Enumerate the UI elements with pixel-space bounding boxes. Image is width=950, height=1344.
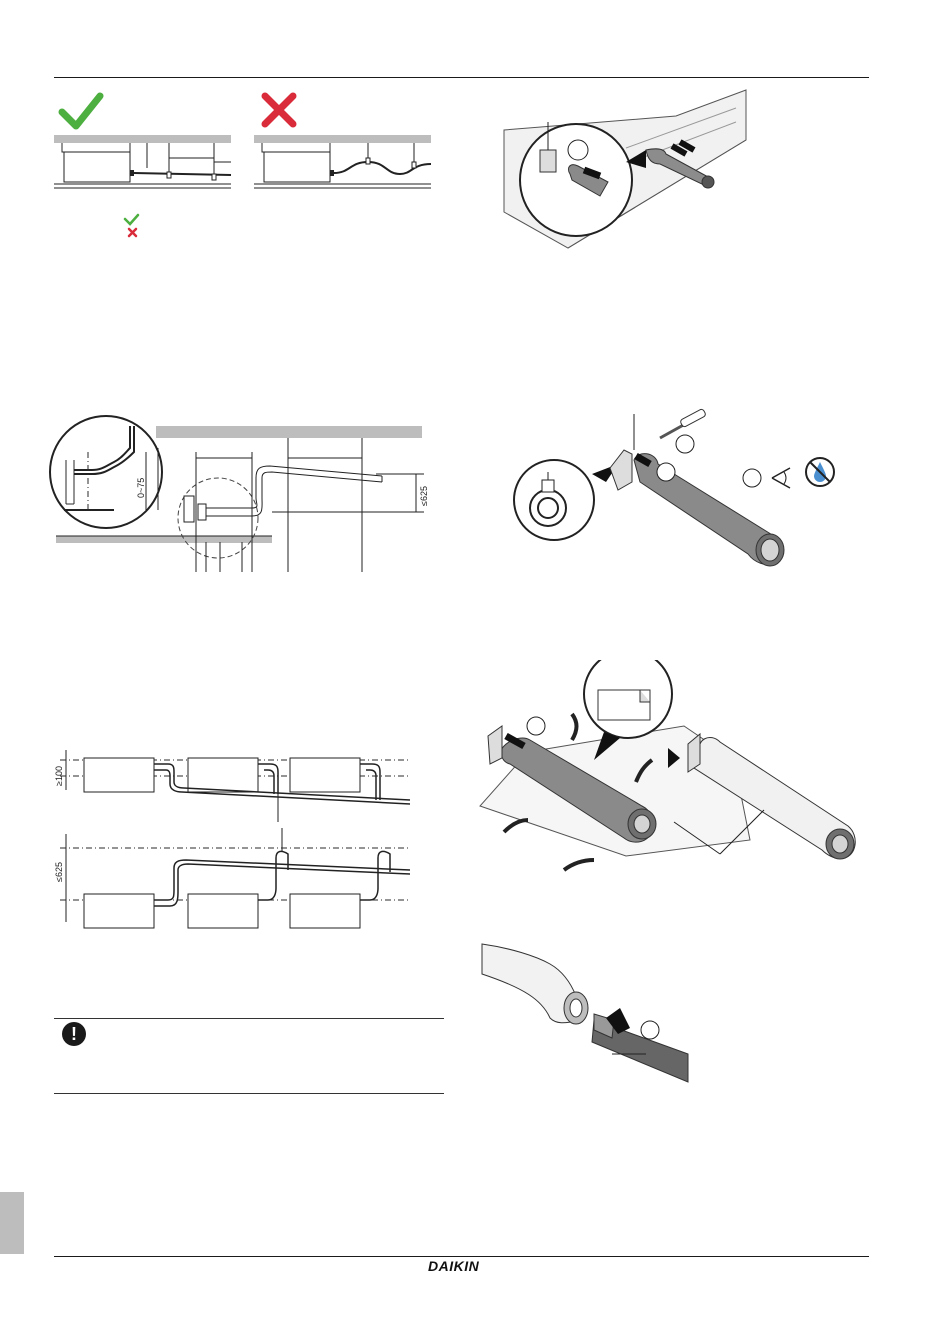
- height-label: 0~75: [136, 477, 146, 498]
- max-height-label: ≤625: [419, 486, 429, 506]
- drain-slope-diagram: [46, 412, 432, 572]
- exclamation-icon: !: [62, 1022, 86, 1046]
- brand-logo: DAIKIN: [428, 1258, 480, 1274]
- multi-unit-drain-diagram: [50, 742, 420, 932]
- eye-icon: [772, 468, 790, 488]
- correct-installation: [54, 135, 231, 188]
- insulation-wrap-figure: [474, 660, 894, 880]
- notice-top-rule: [54, 1018, 444, 1019]
- no-water-icon: [806, 458, 834, 486]
- thumb-tab: [0, 1192, 24, 1254]
- cross-icon: [265, 96, 293, 124]
- pipe-suspension-figure: [50, 88, 435, 248]
- clamp-tightening-figure: [508, 408, 838, 573]
- footer-rule: [54, 1256, 869, 1257]
- legend-cross-icon: [129, 229, 136, 236]
- min-height-label: ≥100: [54, 766, 64, 786]
- notice-bottom-rule: [54, 1093, 444, 1094]
- hose-insertion-figure: [480, 930, 692, 1086]
- header-rule: [54, 77, 869, 78]
- check-icon: [62, 96, 100, 126]
- incorrect-installation: [254, 135, 431, 188]
- drain-connection-figure: [496, 88, 756, 263]
- legend-check-icon: [125, 215, 138, 224]
- max-height-label-2: ≤625: [54, 862, 64, 882]
